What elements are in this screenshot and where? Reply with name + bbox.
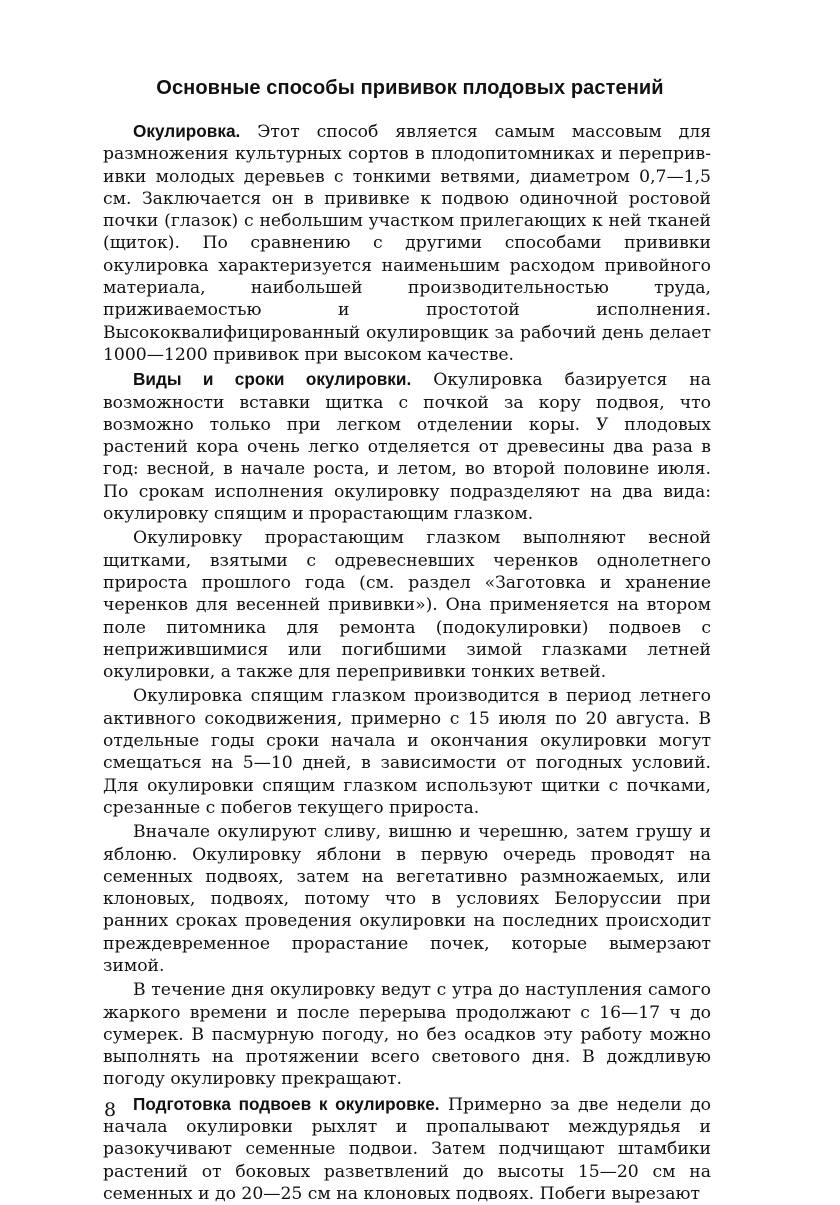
paragraph-text: Окулировка базируется на возможности вставки щитка с почкой за кору подвоя, что возможно только при легком отделении коры. У плодовых растений кора очень легко отделяется от древесины два раза в год: весной, в начале роста, и летом, во второй половине июля. По срокам исполнения окулировку подразделяют на два вида: окулировку спящим и прорастающим глазком. bbox=[103, 370, 711, 525]
paragraph-text: Этот способ является самым массовым для размножения культурных сортов в плодопитомниках и перепрививки молодых деревьев с тонкими ветвями, диаметром 0,7—1,5 см. Заключается он в прививке к подвою одиночной ростовой почки (глазок) с небольшим участком прилегающих к ней тканей (щиток). По сравнению с другими способами прививки окулировка характеризуется наименьшим расходом привойного материала, наибольшей производительностью труда, приживаемостью и простотой исполнения. Высококвалифицированный окулировщик за рабочий день делает 1000—1200 прививок при высоком качестве. bbox=[103, 122, 711, 365]
page-body bbox=[103, 120, 711, 1205]
paragraph-okulirovka bbox=[103, 120, 711, 366]
paragraph-vremya-dnya: В течение дня окулировку ведут с утра до наступления самого жаркого времени и после перерыва продолжают с 16—17 ч до сумерек. В пасмурную погоду, но без осадков эту работу можно выполнять на протяжении всего светового дня. В дождливую погоду окулировку прекращают. bbox=[103, 980, 711, 1090]
page-number: 8 bbox=[104, 1099, 117, 1121]
paragraph-heading: Виды и сроки окулировки. bbox=[133, 369, 412, 390]
paragraph-heading: Подготовка подвоев к окулировке. bbox=[133, 1093, 440, 1114]
paragraph-prorastayushchim-glazkom: Окулировку прорастающим глазком выполняют весной щитками, взятыми с одревесневших черенков однолетнего прироста прошлого года (см. раздел «Заготовка и хранение черенков для весенней прививки»). Она применяется на втором поле питомника для ремонта (подокулировки) подвоев с неприжившимися или погибшими зимой глазками летней окулировки, а также для перепрививки тонких ветвей. bbox=[103, 528, 711, 683]
page-title: Основные способы прививок плодовых растений bbox=[156, 77, 664, 99]
paragraph-vidy-i-sroki bbox=[103, 368, 711, 525]
paragraph-heading: Окулировка. bbox=[133, 121, 241, 141]
paragraph-spyashchim-glazkom: Окулировка спящим глазком производится в период летнего активного сокодвижения, примерно с 15 июля по 20 августа. В отдельные годы сроки начала и окончания окулировки могут смещаться на 5—10 дней, в зависимости от погодных условий. Для окулировки спящим глазком используют щитки с почками, срезанные с побегов текущего прироста. bbox=[103, 686, 711, 818]
paragraph-poryadok-okulirovki: Вначале окулируют сливу, вишню и черешню, затем грушу и яблоню. Окулировку яблони в первую очередь проводят на семенных подвоях, затем на вегетативно размножаемых, или клоновых, подвоях, потому что в условиях Белоруссии при ранних сроках проведения окулировки на последних происходит преждевременное прорастание почек, которые вымерзают зимой. bbox=[103, 822, 711, 976]
paragraph-text: Примерно за две недели до начала окулировки рыхлят и пропалывают междурядья и разокучивают семенные подвои. Затем подчищают штамбики растений от боковых разветвлений до высоты 15—20 см на семенных и до 20—25 см на клоновых подвоях. Побеги вырезают bbox=[103, 1094, 711, 1204]
paragraph-podgotovka-podvoev bbox=[103, 1093, 711, 1205]
